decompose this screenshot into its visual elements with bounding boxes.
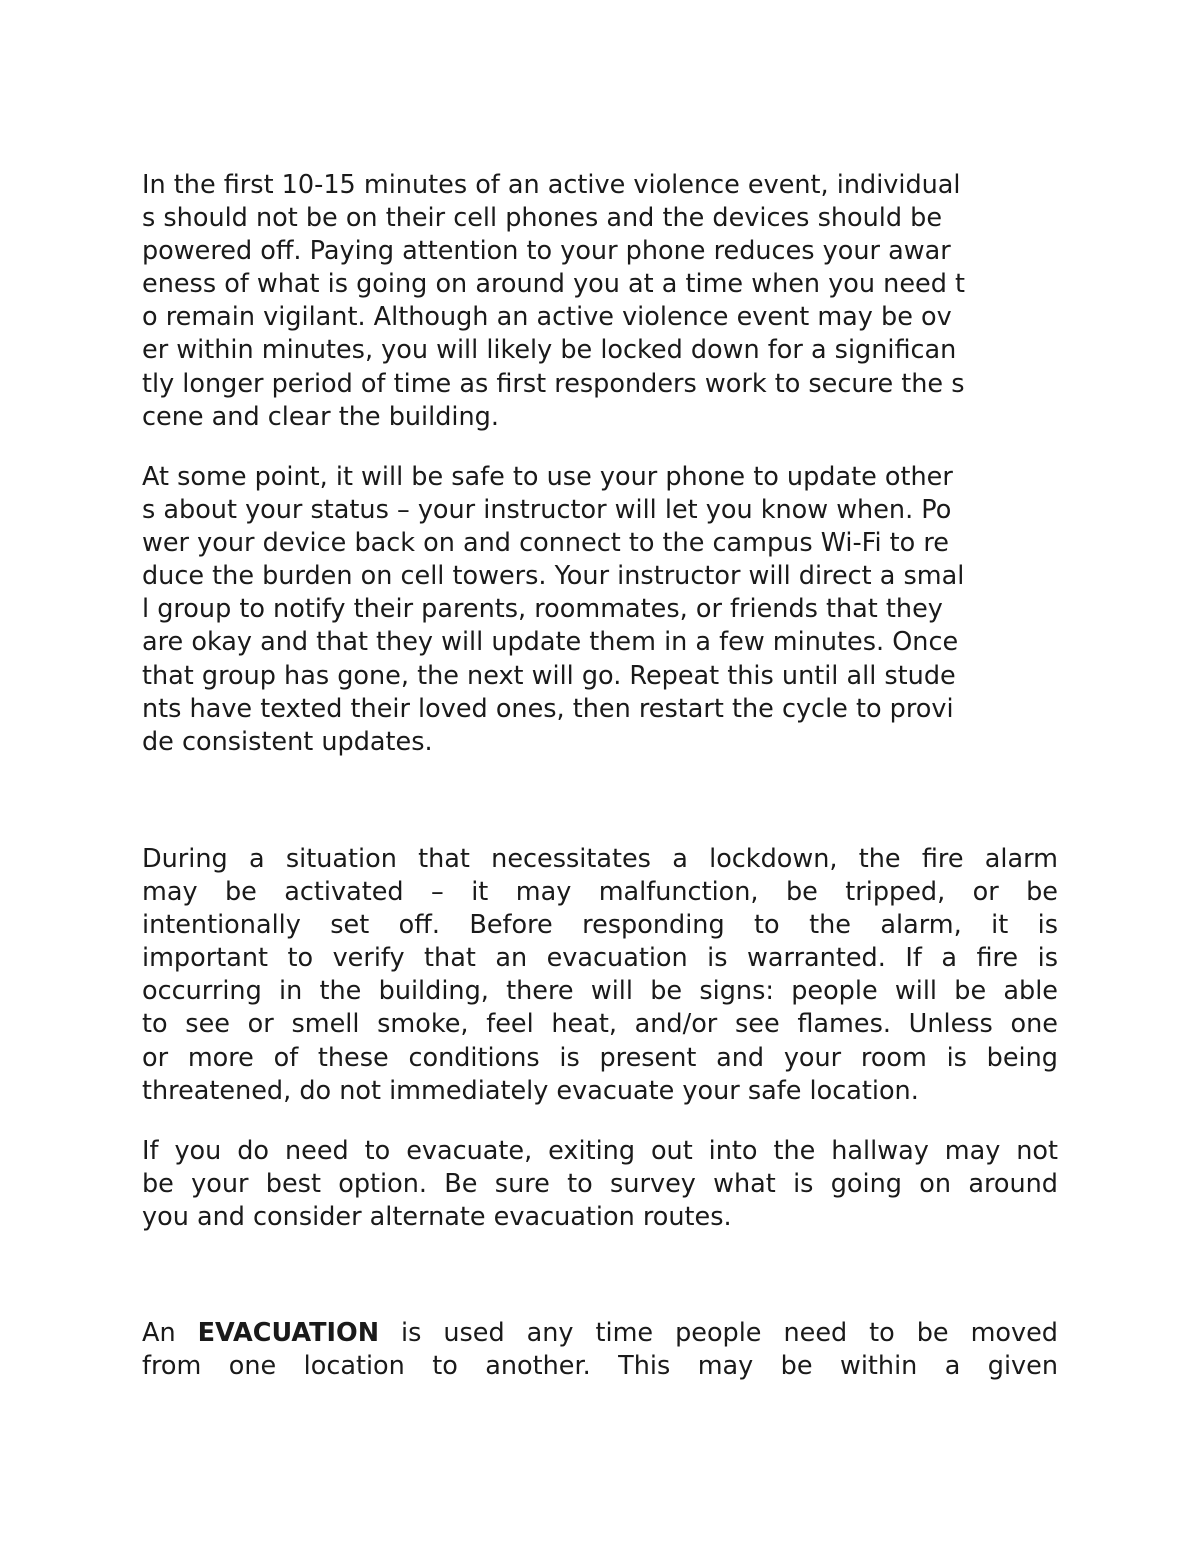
text-line: During a situation that necessitates a lockdown, the fire alarm	[142, 844, 1058, 874]
text-line: are okay and that they will update them in a few minutes. Once	[142, 627, 959, 658]
text-line: If you do need to evacuate, exiting out into the hallway may not	[142, 1136, 1058, 1166]
text-line: nts have texted their loved ones, then restart the cycle to provi	[142, 693, 954, 724]
text-line	[142, 1317, 1058, 1350]
text-line: er within minutes, you will likely be locked down for a significan	[142, 335, 957, 366]
text-line: eness of what is going on around you at a time when you need t	[142, 269, 965, 300]
paragraph-evacuate-routes	[142, 1135, 1058, 1234]
text-line: be your best option. Be sure to survey what is going on around	[142, 1169, 1058, 1200]
text-line: may be activated – it may malfunction, be tripped, or be	[142, 877, 1058, 908]
text-line: that group has gone, the next will go. Repeat this until all stude	[142, 660, 956, 691]
text-line: o remain vigilant. Although an active violence event may be ov	[142, 302, 952, 333]
text-line: In the first 10-15 minutes of an active violence event, individual	[142, 170, 961, 200]
text-line: de consistent updates.	[142, 726, 433, 757]
text-line: duce the burden on cell towers. Your instructor will direct a smal	[142, 561, 965, 592]
text-line: threatened, do not immediately evacuate your safe location.	[142, 1075, 919, 1106]
text-line: wer your device back on and connect to the campus Wi-Fi to re	[142, 528, 949, 559]
text-line: you and consider alternate evacuation routes.	[142, 1202, 732, 1233]
text-line: l group to notify their parents, roommates, or friends that they	[142, 594, 943, 625]
text-line: or more of these conditions is present and your room is being	[142, 1042, 1058, 1073]
text-line: occurring in the building, there will be signs: people will be able	[142, 976, 1058, 1007]
text-line: tly longer period of time as first responders work to secure the s	[142, 368, 965, 399]
text-line: cene and clear the building.	[142, 401, 499, 432]
text-line: At some point, it will be safe to use your phone to update other	[142, 462, 953, 492]
text-line: to see or smell smoke, feel heat, and/or see flames. Unless one	[142, 1009, 1058, 1040]
text-line: from one location to another. This may be within a given	[142, 1351, 1058, 1382]
text-line: important to verify that an evacuation is warranted. If a fire is	[142, 943, 1058, 974]
evacuation-term: EVACUATION	[197, 1318, 380, 1348]
paragraph-phones-off	[142, 169, 1058, 434]
paragraph-evacuation-definition	[142, 1317, 1058, 1383]
paragraph-status-updates	[142, 461, 1058, 759]
text-run: An	[142, 1318, 198, 1348]
text-line: s about your status – your instructor will let you know when. Po	[142, 495, 952, 526]
paragraph-fire-alarm	[142, 843, 1058, 1108]
text-line: intentionally set off. Before responding to the alarm, it is	[142, 910, 1058, 941]
text-line: powered off. Paying attention to your phone reduces your awar	[142, 236, 951, 267]
text-line: s should not be on their cell phones and the devices should be	[142, 203, 943, 234]
text-run: is used any time people need to be moved	[379, 1318, 1058, 1348]
